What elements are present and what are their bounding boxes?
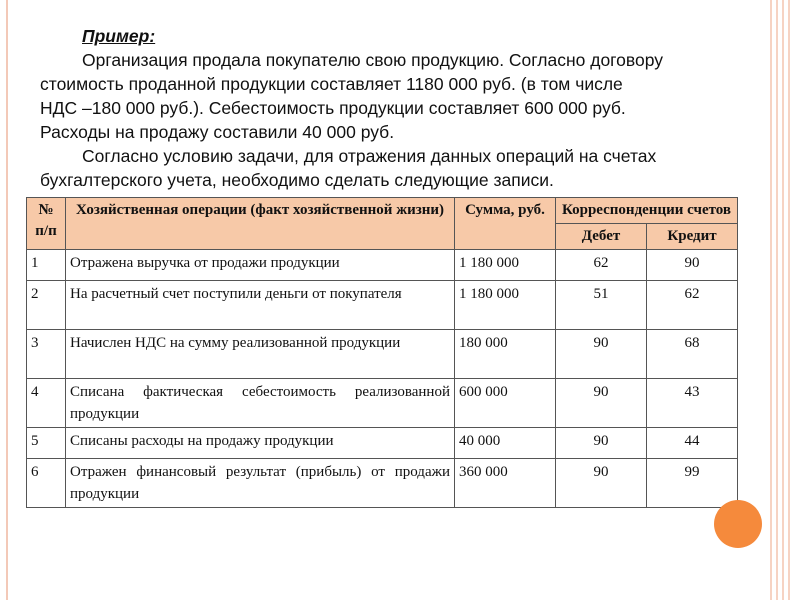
row-sum: 600 000	[455, 379, 556, 428]
row-num: 2	[27, 281, 66, 330]
row-sum: 360 000	[455, 459, 556, 508]
row-num: 1	[27, 250, 66, 281]
row-credit: 43	[647, 379, 738, 428]
header-credit: Кредит	[647, 224, 738, 250]
intro-line-3: НДС –180 000 руб.). Себестоимость продукции составляет 600 000 руб.	[40, 98, 626, 118]
row-credit: 62	[647, 281, 738, 330]
row-num: 6	[27, 459, 66, 508]
row-sum: 1 180 000	[455, 281, 556, 330]
intro-line-2: стоимость проданной продукции составляет 1180 000 руб. (в том числе	[40, 74, 623, 94]
row-operation: Начислен НДС на сумму реализованной продукции	[66, 330, 455, 379]
table-row	[27, 330, 738, 379]
row-operation: Отражена выручка от продажи продукции	[66, 250, 455, 281]
decorative-orange-circle	[714, 500, 762, 548]
row-operation: На расчетный счет поступили деньги от покупателя	[66, 281, 455, 330]
operations-table	[26, 197, 738, 508]
intro-line-4: Расходы на продажу составили 40 000 руб.	[40, 122, 395, 142]
row-operation: Отражен финансовый результат (прибыль) от продажи продукции	[66, 459, 455, 508]
row-num: 3	[27, 330, 66, 379]
header-num: № п/п	[27, 198, 66, 250]
intro-line-1: Организация продала покупателю свою продукцию. Согласно договору	[82, 50, 664, 70]
row-debit: 90	[556, 330, 647, 379]
row-debit: 90	[556, 428, 647, 459]
row-credit: 99	[647, 459, 738, 508]
row-credit: 90	[647, 250, 738, 281]
header-sum: Сумма, руб.	[455, 198, 556, 250]
row-credit: 44	[647, 428, 738, 459]
header-operation: Хозяйственная операции (факт хозяйственной жизни)	[66, 198, 455, 250]
table-row	[27, 379, 738, 428]
row-num: 4	[27, 379, 66, 428]
row-debit: 62	[556, 250, 647, 281]
intro-line-5: Согласно условию задачи, для отражения данных операций на счетах	[82, 146, 657, 166]
table-row	[27, 459, 738, 508]
table-row	[27, 250, 738, 281]
row-debit: 90	[556, 379, 647, 428]
row-credit: 68	[647, 330, 738, 379]
slide-left-border	[6, 0, 8, 600]
row-operation: Списана фактическая себестоимость реализованной продукции	[66, 379, 455, 428]
row-debit: 90	[556, 459, 647, 508]
intro-line-6: бухгалтерского учета, необходимо сделать следующие записи.	[40, 170, 554, 190]
row-sum: 1 180 000	[455, 250, 556, 281]
intro-text	[40, 24, 755, 192]
header-correspondence: Корреспонденции счетов	[556, 198, 738, 224]
table-row	[27, 281, 738, 330]
table-row	[27, 428, 738, 459]
example-title: Пример:	[82, 26, 156, 46]
slide-right-border	[770, 0, 792, 600]
row-operation: Списаны расходы на продажу продукции	[66, 428, 455, 459]
row-sum: 40 000	[455, 428, 556, 459]
row-sum: 180 000	[455, 330, 556, 379]
header-debit: Дебет	[556, 224, 647, 250]
row-debit: 51	[556, 281, 647, 330]
row-num: 5	[27, 428, 66, 459]
